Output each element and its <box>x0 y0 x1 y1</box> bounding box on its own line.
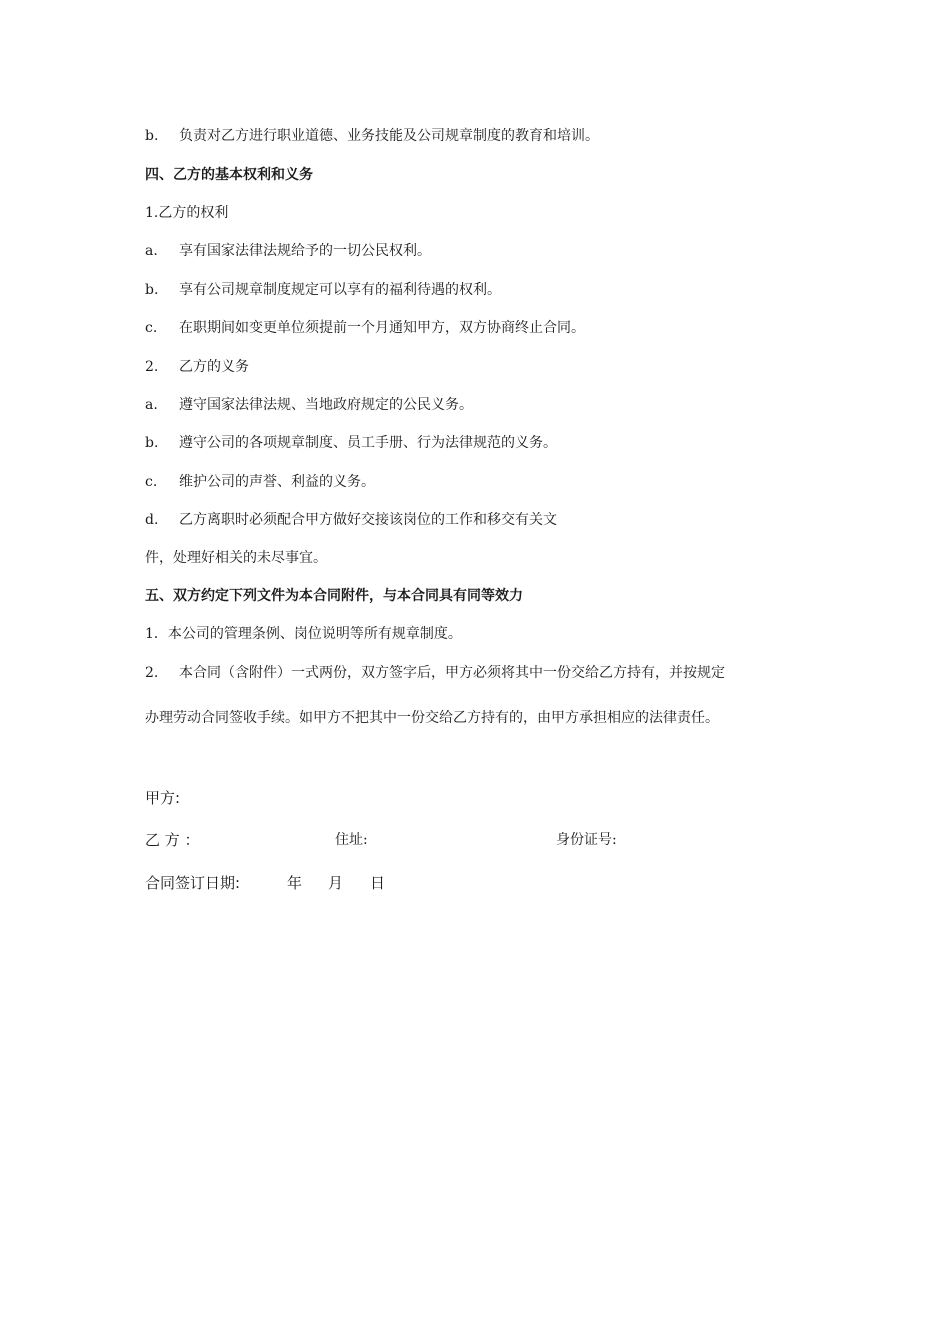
clause-rights-a <box>145 241 431 261</box>
id-number-label: 身份证号: <box>556 832 617 848</box>
clause-text: 乙方离职时必须配合甲方做好交接该岗位的工作和移交有关文 <box>179 512 557 528</box>
clause-attachments-1: 1．本公司的管理条例、岗位说明等所有规章制度。 <box>145 626 462 642</box>
clause-text: 享有公司规章制度规定可以享有的福利待遇的权利。 <box>179 282 501 298</box>
clause-marker: d. <box>145 512 159 528</box>
date-month: 月 <box>328 874 344 892</box>
clause-text: 享有国家法律法规给予的一切公民权利。 <box>179 243 431 259</box>
address-label: 住址: <box>335 832 368 848</box>
clause-text: 本合同（含附件）一式两份，双方签字后，甲方必须将其中一份交给乙方持有，并按规定 <box>179 665 725 681</box>
subsection-rights: 1.乙方的权利 <box>145 205 229 221</box>
section-heading-4: 四、乙方的基本权利和义务 <box>145 167 313 183</box>
clause-rights-b <box>145 280 501 300</box>
clause-marker: 2. <box>145 359 159 375</box>
clause-duties-a <box>145 395 473 415</box>
clause-attachments-2 <box>145 663 725 683</box>
date-year: 年 <box>287 874 303 892</box>
clause-text: 乙方的义务 <box>179 359 249 375</box>
clause-text: 负责对乙方进行职业道德、业务技能及公司规章制度的教育和培训。 <box>179 128 599 144</box>
clause-marker: 2. <box>145 665 159 681</box>
clause-rights-c <box>145 318 585 338</box>
clause-marker: b. <box>145 282 159 298</box>
clause-marker: b. <box>145 435 159 451</box>
date-day: 日 <box>370 874 386 892</box>
clause-text: 在职期间如变更单位须提前一个月通知甲方，双方协商终止合同。 <box>179 320 585 336</box>
clause-text: 遵守公司的各项规章制度、员工手册、行为法律规范的义务。 <box>179 435 557 451</box>
clause-duties-d <box>145 510 557 530</box>
sign-date-label: 合同签订日期: <box>145 874 241 892</box>
clause-duties-c <box>145 472 375 492</box>
clause-marker: a. <box>145 243 158 259</box>
subsection-duties <box>145 357 249 377</box>
section-heading-5: 五、双方约定下列文件为本合同附件，与本合同具有同等效力 <box>145 588 523 604</box>
clause-marker: c. <box>145 474 158 490</box>
clause-text: 遵守国家法律法规、当地政府规定的公民义务。 <box>179 397 473 413</box>
clause-duties-b <box>145 433 557 453</box>
clause-duties-d-continued: 件，处理好相关的未尽事宜。 <box>145 550 327 566</box>
clause-attachments-2-continued: 办理劳动合同签收手续。如甲方不把其中一份交给乙方持有的，由甲方承担相应的法律责任。 <box>145 710 719 726</box>
clause-marker: c. <box>145 320 158 336</box>
party-a-label: 甲方: <box>145 789 181 807</box>
clause-text: 维护公司的声誉、利益的义务。 <box>179 474 375 490</box>
clause-marker: a. <box>145 397 158 413</box>
clause-marker: b. <box>145 128 159 144</box>
party-b-label: 乙 方 ： <box>145 831 200 849</box>
clause-b-training <box>145 126 599 146</box>
